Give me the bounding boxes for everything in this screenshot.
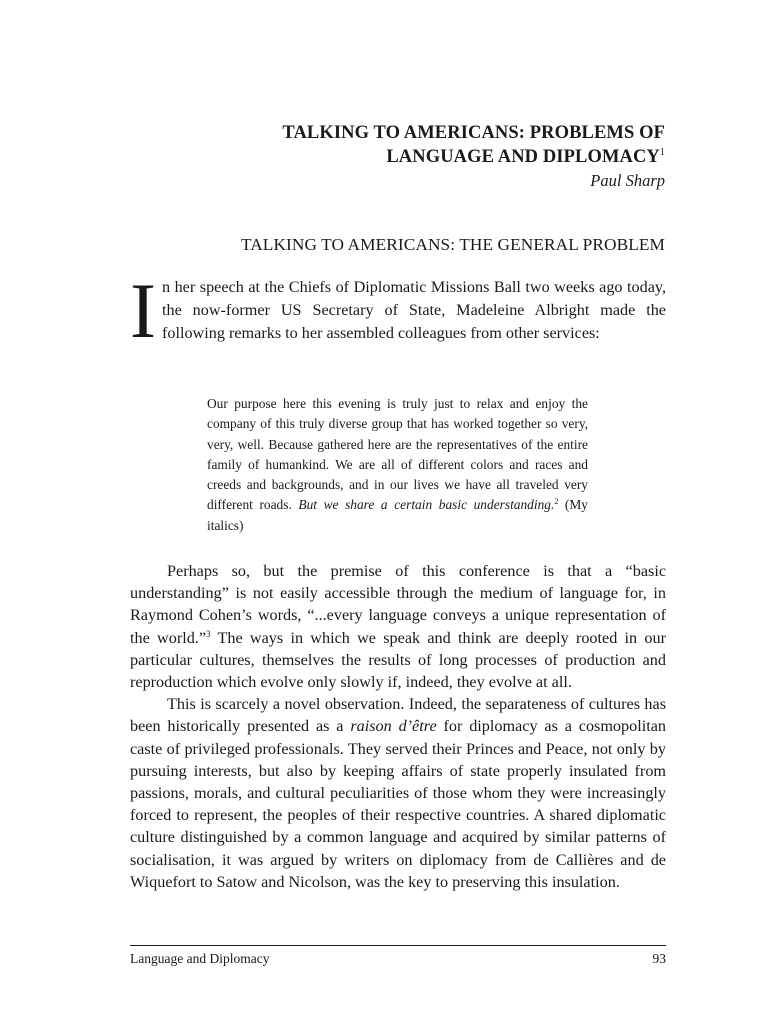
quote-italic-text: But we share a certain basic understanding.: [298, 497, 555, 513]
p1-footnote-marker[interactable]: 3: [206, 628, 211, 639]
body-paragraph-1: [130, 560, 666, 693]
quote-footnote-marker[interactable]: 2: [554, 497, 559, 507]
body-paragraph-2: [130, 693, 666, 893]
title-line-2-text: LANGUAGE AND DIPLOMACY: [386, 147, 660, 167]
intro-paragraph: [130, 267, 666, 354]
intro-text: n her speech at the Chiefs of Diplomatic Missions Ball two weeks ago today, the now-former US Secretary of State, Madeleine Albright made the following remarks to her assembled colleagues from other services:: [161, 278, 666, 342]
drop-cap: I: [130, 267, 156, 354]
footer-journal-title: Language and Diplomacy: [130, 951, 270, 966]
page-number: 93: [652, 951, 666, 966]
article-title: [200, 121, 665, 169]
p2-italic-phrase: raison d’être: [350, 717, 437, 736]
p1-text-a: Perhaps so, but the premise of this conference is that a “basic understanding” is not easily accessible through the medium of language for, in Raymond Cohen’s words, “...every language conveys a unique representation of the world.”: [130, 562, 666, 647]
footer-rule: [130, 945, 666, 946]
quote-text: Our purpose here this evening is truly just to relax and enjoy the company of this truly diverse group that has worked together so very, very, well. Because gathered here are the representatives of the entire family of humankind. We are all of different colors and races and creeds and backgrounds, and in our lives we have all traveled very different roads.: [207, 396, 588, 513]
p2-text-a: This is scarcely a novel observation. Indeed, the separateness of cultures has been historically presented as a: [130, 695, 666, 736]
author-name: Paul Sharp: [590, 171, 665, 190]
quote-suffix: (My italics): [207, 497, 588, 533]
body-text: [130, 560, 666, 893]
p2-text-b: for diplomacy as a cosmopolitan caste of privileged professionals. They served their Princes and Peace, not only by pursuing interests, but also by keeping affairs of state properly insulated from passions, morals, and cultural peculiarities of those whom they were increasingly forced to represent, the peoples of their respective countries. A shared diplomatic culture distinguished by a common language and acquired by similar patterns of socialisation, it was argued by writers on diplomacy from de Callières and de Wiquefort to Satow and Nicolson, was the key to preserving this insulation.: [130, 717, 666, 891]
section-heading: TALKING TO AMERICANS: THE GENERAL PROBLEM: [240, 235, 665, 254]
title-line-2: [200, 145, 665, 169]
title-line-1: TALKING TO AMERICANS: PROBLEMS OF: [282, 123, 665, 143]
block-quote: [207, 394, 588, 536]
title-footnote-marker[interactable]: 1: [659, 147, 665, 158]
p1-text-b: The ways in which we speak and think are deeply rooted in our particular cultures, themselves the results of long processes of production and reproduction which evolve only slowly if, indeed, they evolve at all.: [130, 628, 666, 692]
